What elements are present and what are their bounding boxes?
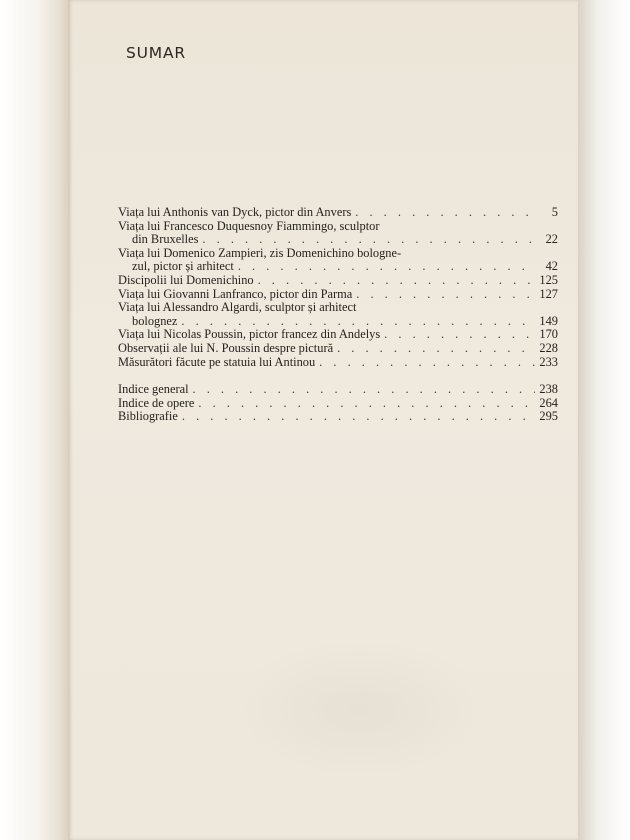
dot-leader: [337, 342, 535, 356]
index-page-number: 295: [539, 409, 558, 424]
toc-entry-title-continued: zul, pictor și arhitect: [132, 259, 234, 274]
toc-entry: [118, 220, 558, 247]
dot-leader: [181, 315, 535, 329]
toc-entry: [118, 301, 558, 328]
dot-leader: [355, 206, 536, 220]
toc-entry: [118, 206, 558, 220]
index-entry-title: Bibliografie: [118, 409, 178, 424]
index-page-number: 264: [539, 395, 558, 410]
index-entry-title: Indice general: [118, 382, 189, 397]
toc-entry-title: Viața lui Nicolas Poussin, pictor francez din Andelys: [118, 327, 381, 342]
index-entry: [118, 410, 558, 424]
toc-entry: [118, 342, 558, 356]
toc-entry: [118, 274, 558, 288]
page-title: SUMAR: [126, 44, 186, 62]
index-entry: [118, 383, 558, 397]
table-of-contents: [118, 206, 558, 424]
toc-page-number: 127: [539, 286, 558, 301]
dot-leader: [182, 410, 536, 424]
toc-page-number: 5: [551, 205, 558, 219]
dot-leader: [258, 274, 536, 288]
index-entry-title: Indice de opere: [118, 395, 195, 410]
toc-page-number: 170: [539, 327, 558, 342]
dot-leader: [319, 356, 535, 370]
toc-entry-title: Viața lui Anthonis van Dyck, pictor din Anvers: [118, 205, 352, 219]
toc-entry: [118, 247, 558, 274]
toc-entry-title: Observații ale lui N. Poussin despre pictură: [118, 340, 334, 355]
toc-entry-title-continued: bolognez: [132, 313, 178, 328]
toc-entry-title: Viața lui Domenico Zampieri, zis Domenichino bologne-: [118, 245, 402, 260]
toc-entry: [118, 328, 558, 342]
dot-leader: [238, 260, 536, 274]
toc-entry-title: Viața lui Francesco Duquesnoy Fiammingo, sculptor: [118, 218, 380, 233]
page-stain: [230, 640, 490, 780]
index-page-number: 238: [539, 382, 558, 397]
toc-page-number: 228: [539, 340, 558, 355]
toc-entry: [118, 356, 558, 370]
toc-entry-title: Viața lui Alessandro Algardi, sculptor și arhitect: [118, 300, 357, 315]
dot-leader: [198, 397, 535, 411]
toc-page-number: 125: [539, 272, 558, 287]
right-page-edge: [578, 0, 630, 840]
toc-entry: [118, 288, 558, 302]
toc-entry-title: Viața lui Giovanni Lanfranco, pictor din Parma: [118, 286, 353, 301]
toc-page-number: 22: [545, 232, 558, 247]
toc-page-number: 42: [545, 259, 558, 274]
toc-page-number: 233: [539, 354, 558, 369]
dot-leader: [202, 233, 536, 247]
left-page-edge: [0, 0, 70, 840]
toc-entry-title-continued: din Bruxelles: [132, 232, 199, 247]
dot-leader: [356, 288, 535, 302]
toc-entry-title: Măsurători făcute pe statuia lui Antinou: [118, 354, 316, 369]
dot-leader: [193, 383, 536, 397]
index-entry: [118, 397, 558, 411]
toc-entry-title: Discipolii lui Domenichino: [118, 272, 254, 287]
toc-page-number: 149: [539, 313, 558, 328]
dot-leader: [384, 328, 535, 342]
